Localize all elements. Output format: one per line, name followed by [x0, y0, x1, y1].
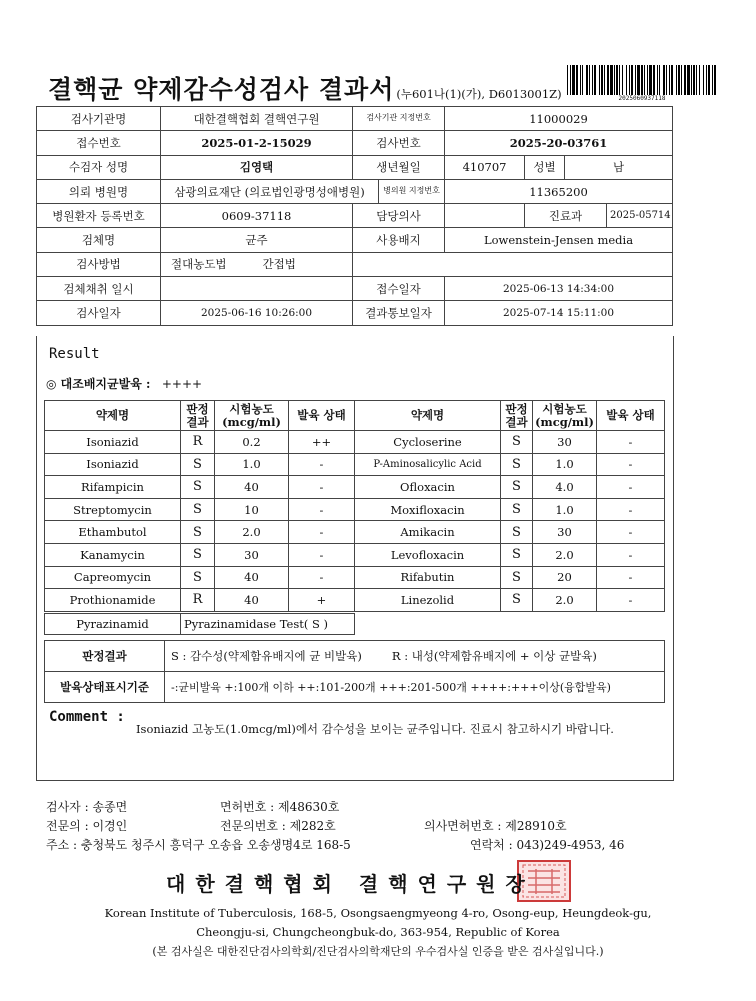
- label-specimen: 검체명: [37, 228, 161, 252]
- value-patient-name: 김영택: [161, 155, 353, 179]
- drug-result-left: S: [181, 476, 215, 499]
- value-dob: 410707: [445, 155, 525, 179]
- header-result-left: 판정 결과: [181, 401, 215, 431]
- value-hospital: 삼광의료재단 (의료법인광명성애병원): [161, 179, 379, 203]
- label-receipt-no: 접수번호: [37, 131, 161, 155]
- drug-growth-left: -: [289, 543, 355, 566]
- drug-name-right: Moxifloxacin: [355, 498, 501, 521]
- label-notify-date: 결과통보일자: [353, 301, 445, 325]
- drug-conc-left: 40: [215, 476, 289, 499]
- drug-conc-left: 30: [215, 543, 289, 566]
- value-medium: Lowenstein-Jensen media: [445, 228, 673, 252]
- header-growth-left: 발육 상태: [289, 401, 355, 431]
- org-address-en-2: Cheongju-si, Chungcheongbuk-do, 363-954, Republic of Korea: [196, 925, 560, 939]
- drug-name-left: Kanamycin: [45, 543, 181, 566]
- drug-growth-right: -: [597, 521, 665, 544]
- drug-conc-left: 1.0: [215, 453, 289, 476]
- comment-heading: Comment :: [49, 709, 125, 725]
- drug-name-left: Prothionamide: [45, 589, 181, 612]
- label-hospital: 의뢰 병원명: [37, 179, 161, 203]
- drug-growth-right: -: [597, 453, 665, 476]
- drug-growth-right: -: [597, 589, 665, 612]
- org-name-text: 대한결핵협회 결핵연구원: [166, 872, 506, 896]
- drug-growth-left: +: [289, 589, 355, 612]
- drug-conc-right: 30: [533, 431, 597, 454]
- drug-result-right: S: [501, 589, 533, 612]
- drug-result-right: S: [501, 453, 533, 476]
- pza-label: Pyrazinamid: [45, 614, 181, 635]
- value-institution: 대한결핵협회 결핵연구원: [161, 107, 353, 131]
- value-test-no: 2025-20-03761: [445, 131, 673, 155]
- value-specimen: 균주: [161, 228, 353, 252]
- pyrazinamide-table: [44, 613, 355, 635]
- label-doctor: 담당의사: [353, 204, 445, 228]
- legend-judge-label: 판정결과: [45, 641, 165, 672]
- label-receipt-date: 접수일자: [353, 277, 445, 301]
- drug-name-right: Linezolid: [355, 589, 501, 612]
- drug-result-right: S: [501, 476, 533, 499]
- drug-row: [45, 521, 665, 544]
- specialist-license: 전문의번호 : 제282호: [220, 819, 336, 833]
- value-receipt-date: 2025-06-13 14:34:00: [445, 277, 673, 301]
- drug-result-left: S: [181, 566, 215, 589]
- drug-result-right: S: [501, 498, 533, 521]
- drug-name-right: Levofloxacin: [355, 543, 501, 566]
- label-medium: 사용배지: [353, 228, 445, 252]
- drug-result-right: S: [501, 521, 533, 544]
- label-test-date: 검사일자: [37, 301, 161, 325]
- control-label: ◎ 대조배지균발육 :: [46, 377, 151, 391]
- legend-r: R : 내성(약제함유배지에 + 이상 균발육): [391, 649, 597, 663]
- info-table: [36, 106, 673, 326]
- legend-table: [44, 640, 665, 703]
- drug-conc-right: 2.0: [533, 543, 597, 566]
- drug-growth-right: -: [597, 498, 665, 521]
- drug-conc-left: 40: [215, 589, 289, 612]
- barcode-image: [566, 65, 718, 95]
- label-hosp-no: 병의원 지정번호: [379, 179, 445, 203]
- label-method: 검사방법: [37, 252, 161, 276]
- barcode-number: 2025060937118: [618, 95, 666, 102]
- organization-name: [166, 868, 535, 897]
- drug-result-left: R: [181, 589, 215, 612]
- header-result-right: 판정 결과: [501, 401, 533, 431]
- drug-result-left: R: [181, 431, 215, 454]
- label-patient-name: 수검자 성명: [37, 155, 161, 179]
- value-inst-no: 11000029: [445, 107, 673, 131]
- drug-name-right: Ofloxacin: [355, 476, 501, 499]
- control-value: ++++: [161, 377, 203, 391]
- drug-result-left: S: [181, 543, 215, 566]
- drug-growth-right: -: [597, 431, 665, 454]
- drug-result-left: S: [181, 498, 215, 521]
- control-growth: [46, 375, 202, 392]
- drug-name-left: Isoniazid: [45, 431, 181, 454]
- address: 주소 : 충청북도 청주시 흥덕구 오송읍 오송생명4로 168-5: [46, 838, 351, 852]
- value-doctor: [445, 204, 525, 228]
- drug-conc-left: 10: [215, 498, 289, 521]
- drug-row: [45, 589, 665, 612]
- value-patient-reg: 0609-37118: [161, 204, 353, 228]
- drug-name-right: P-Aminosalicylic Acid: [355, 453, 501, 476]
- header-drug-right: 약제명: [355, 401, 501, 431]
- contact: 연락처 : 043)249-4953, 46: [470, 838, 625, 852]
- drug-name-left: Streptomycin: [45, 498, 181, 521]
- drug-result-right: S: [501, 431, 533, 454]
- label-test-no: 검사번호: [353, 131, 445, 155]
- legend-growth-label: 발육상태표시기준: [45, 672, 165, 703]
- value-department: 2025-05714: [607, 204, 673, 228]
- tester: 검사자 : 송종면: [46, 800, 128, 814]
- drug-conc-right: 1.0: [533, 498, 597, 521]
- certification-note: (본 검사실은 대한진단검사의학회/진단검사의학재단의 우수검사실 인증을 받은 검사실입니다.): [152, 945, 604, 958]
- drug-conc-left: 0.2: [215, 431, 289, 454]
- drug-growth-right: -: [597, 476, 665, 499]
- value-notify-date: 2025-07-14 15:11:00: [445, 301, 673, 325]
- drug-result-right: S: [501, 543, 533, 566]
- drug-name-left: Capreomycin: [45, 566, 181, 589]
- label-inst-no: 검사기관 지정번호: [353, 107, 445, 131]
- value-hosp-no: 11365200: [445, 179, 673, 203]
- header-growth-right: 발육 상태: [597, 401, 665, 431]
- drug-name-right: Amikacin: [355, 521, 501, 544]
- label-patient-reg: 병원환자 등록번호: [37, 204, 161, 228]
- drug-name-right: Cycloserine: [355, 431, 501, 454]
- drug-growth-right: -: [597, 543, 665, 566]
- drug-result-right: S: [501, 566, 533, 589]
- drug-conc-right: 1.0: [533, 453, 597, 476]
- value-sex: 남: [565, 155, 673, 179]
- drug-table: [44, 400, 665, 612]
- value-method-blank: [353, 252, 673, 276]
- org-address-en-1: Korean Institute of Tuberculosis, 168-5, Osongsaengmyeong 4-ro, Osong-eup, Heungdeok-gu,: [104, 906, 652, 920]
- drug-growth-right: -: [597, 566, 665, 589]
- drug-result-left: S: [181, 453, 215, 476]
- legend-s: S : 감수성(약제함유배지에 균 비발육): [171, 649, 362, 663]
- seal-char: 장: [505, 872, 535, 896]
- specialist: 전문의 : 이경인: [46, 819, 128, 833]
- method-absolute: 절대농도법: [171, 257, 227, 272]
- drug-name-left: Isoniazid: [45, 453, 181, 476]
- value-receipt-no: 2025-01-2-15029: [161, 131, 353, 155]
- drug-conc-left: 2.0: [215, 521, 289, 544]
- comment-text: Isoniazid 고농도(1.0mcg/ml)에서 감수성을 보이는 균주입니다. 진료시 참고하시기 바랍니다.: [136, 722, 614, 736]
- legend-judge-text: [165, 641, 665, 672]
- result-heading: Result: [49, 346, 100, 362]
- drug-growth-left: -: [289, 453, 355, 476]
- drug-row: [45, 431, 665, 454]
- drug-row: [45, 566, 665, 589]
- value-collection: [161, 277, 353, 301]
- drug-row: [45, 543, 665, 566]
- label-dob: 생년월일: [353, 155, 445, 179]
- label-collection: 검체채취 일시: [37, 277, 161, 301]
- form-code: (누601나(1)(가), D6013001Z): [396, 87, 562, 101]
- drug-conc-right: 2.0: [533, 589, 597, 612]
- header-conc-right: 시험농도 (mcg/ml): [533, 401, 597, 431]
- drug-conc-right: 20: [533, 566, 597, 589]
- title-text: 결핵균 약제감수성검사 결과서: [48, 75, 395, 104]
- header-drug-left: 약제명: [45, 401, 181, 431]
- drug-conc-left: 40: [215, 566, 289, 589]
- label-sex: 성별: [525, 155, 565, 179]
- drug-conc-right: 4.0: [533, 476, 597, 499]
- drug-growth-left: -: [289, 498, 355, 521]
- drug-growth-left: -: [289, 521, 355, 544]
- drug-name-left: Rifampicin: [45, 476, 181, 499]
- drug-name-left: Ethambutol: [45, 521, 181, 544]
- header-conc-left: 시험농도 (mcg/ml): [215, 401, 289, 431]
- value-test-date: 2025-06-16 10:26:00: [161, 301, 353, 325]
- pza-value: Pyrazinamidase Test( S ): [181, 614, 355, 635]
- doctor-license: 의사면허번호 : 제28910호: [424, 819, 567, 833]
- tester-license: 면허번호 : 제48630호: [220, 800, 340, 814]
- drug-row: [45, 476, 665, 499]
- value-method: [161, 252, 353, 276]
- drug-table-header: [45, 401, 665, 431]
- drug-growth-left: -: [289, 476, 355, 499]
- drug-growth-left: ++: [289, 431, 355, 454]
- drug-row: [45, 498, 665, 521]
- drug-result-left: S: [181, 521, 215, 544]
- drug-name-right: Rifabutin: [355, 566, 501, 589]
- drug-conc-right: 30: [533, 521, 597, 544]
- label-institution: 검사기관명: [37, 107, 161, 131]
- document-title: [48, 70, 562, 106]
- drug-row: [45, 453, 665, 476]
- label-department: 진료과: [525, 204, 607, 228]
- legend-growth-text: -:균비발육 +:100개 이하 ++:101-200개 +++:201-500개 ++++:+++이상(융합발육): [165, 672, 665, 703]
- method-indirect: 간접법: [262, 257, 296, 272]
- drug-growth-left: -: [289, 566, 355, 589]
